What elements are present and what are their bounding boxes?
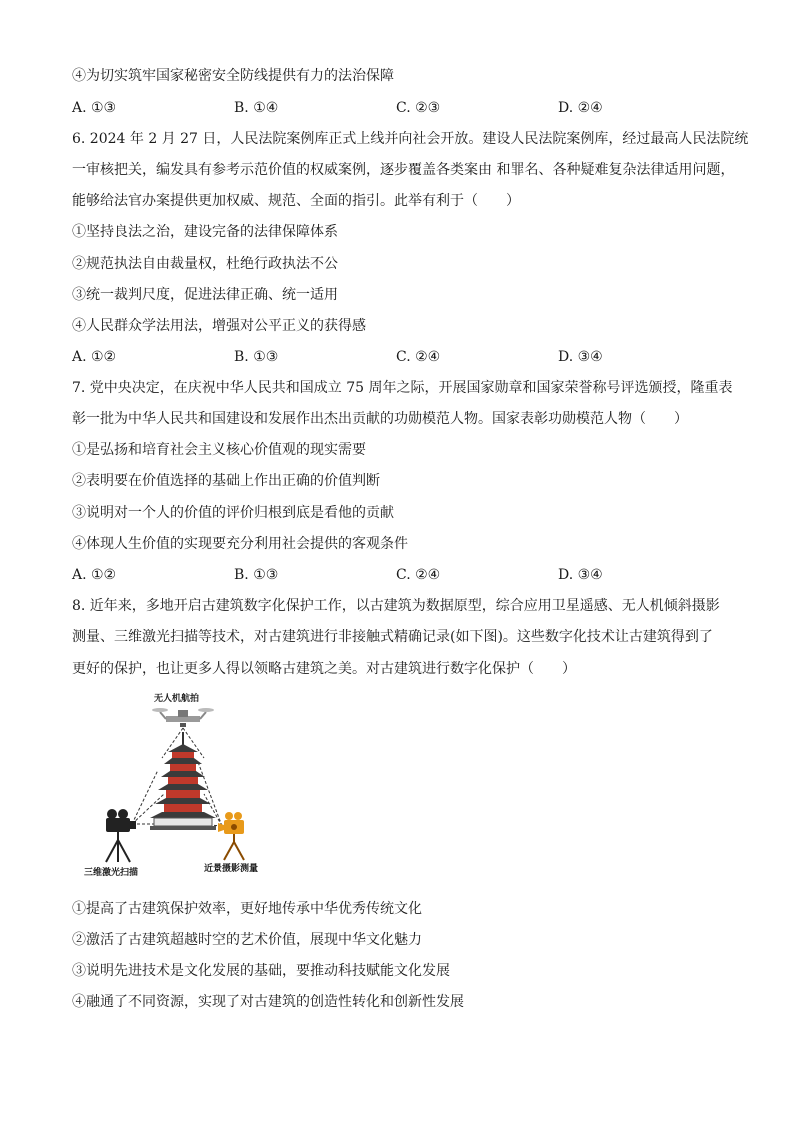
figure-label-drone: 无人机航拍 <box>154 694 200 704</box>
digital-survey-figure <box>72 690 272 890</box>
q7-option-a: A. ①② <box>72 567 117 583</box>
q7-options <box>72 565 732 585</box>
q6-options <box>72 347 732 367</box>
q6-option-d: D. ③④ <box>558 349 603 365</box>
q5-options <box>72 98 732 118</box>
q6-item-3: ③统一裁判尺度，促进法律正确、统一适用 <box>72 287 338 303</box>
q5-option-c: C. ②③ <box>396 100 441 116</box>
camera-icon <box>218 812 244 860</box>
q8-item-2: ②激活了古建筑超越时空的艺术价值，展现中华文化魅力 <box>72 932 422 948</box>
q6-stem-line-1: 6. 2024 年 2 月 27 日，人民法院案例库正式上线并向社会开放。建设人民法院案例库，经过最高人民法院统 <box>72 131 749 147</box>
q8-item-3: ③说明先进技术是文化发展的基础，要推动科技赋能文化发展 <box>72 963 450 979</box>
q6-item-1: ①坚持良法之治，建设完备的法律保障体系 <box>72 224 338 240</box>
q7-item-1: ①是弘扬和培育社会主义核心价值观的现实需要 <box>72 442 366 458</box>
q6-option-b: B. ①③ <box>234 349 279 365</box>
q5-option-a: A. ①③ <box>72 100 117 116</box>
figure-drawing <box>72 690 272 890</box>
q6-option-a: A. ①② <box>72 349 117 365</box>
q7-option-b: B. ①③ <box>234 567 279 583</box>
q7-stem-line-2: 彰一批为中华人民共和国建设和发展作出杰出贡献的功勋模范人物。国家表彰功勋模范人物（ ） <box>72 411 688 427</box>
q8-stem-line-1: 8. 近年来，多地开启古建筑数字化保护工作，以古建筑为数据原型，综合应用卫星遥感、无人机倾斜摄影 <box>72 598 720 614</box>
q8-item-4: ④融通了不同资源，实现了对古建筑的创造性转化和创新性发展 <box>72 994 464 1010</box>
q6-stem-line-2: 一审核把关，编发具有参考示范价值的权威案例，逐步覆盖各类案由 和罪名、各种疑难复杂法律适用问题， <box>72 162 735 178</box>
q6-item-4: ④人民群众学法用法，增强对公平正义的获得感 <box>72 318 366 334</box>
q6-item-2: ②规范执法自由裁量权，杜绝行政执法不公 <box>72 256 338 272</box>
q7-option-d: D. ③④ <box>558 567 603 583</box>
q5-item-4: ④为切实筑牢国家秘密安全防线提供有力的法治保障 <box>72 68 394 84</box>
q8-item-1: ①提高了古建筑保护效率，更好地传承中华优秀传统文化 <box>72 901 422 917</box>
q5-option-d: D. ②④ <box>558 100 603 116</box>
q5-option-b: B. ①④ <box>234 100 279 116</box>
q7-option-c: C. ②④ <box>396 567 441 583</box>
q8-stem-line-3: 更好的保护，也让更多人得以领略古建筑之美。对古建筑进行数字化保护（ ） <box>72 661 576 677</box>
pagoda-icon <box>150 732 216 830</box>
figure-label-close-range: 近景摄影测量 <box>204 864 259 874</box>
q6-option-c: C. ②④ <box>396 349 441 365</box>
q7-item-2: ②表明要在价值选择的基础上作出正确的价值判断 <box>72 473 380 489</box>
q7-item-4: ④体现人生价值的实现要充分利用社会提供的客观条件 <box>72 536 408 552</box>
q6-stem-line-3: 能够给法官办案提供更加权威、规范、全面的指引。此举有利于（ ） <box>72 193 520 209</box>
figure-label-laser-scan: 三维激光扫描 <box>84 868 139 878</box>
drone-icon <box>152 708 214 727</box>
q7-item-3: ③说明对一个人的价值的评价归根到底是看他的贡献 <box>72 505 394 521</box>
laser-scanner-icon <box>106 809 136 862</box>
q7-stem-line-1: 7. 党中央决定，在庆祝中华人民共和国成立 75 周年之际，开展国家勋章和国家荣誉称号评选颁授，隆重表 <box>72 380 733 396</box>
q8-stem-line-2: 测量、三维激光扫描等技术，对古建筑进行非接触式精确记录(如下图)。这些数字化技术让古建筑得到了 <box>72 629 713 645</box>
